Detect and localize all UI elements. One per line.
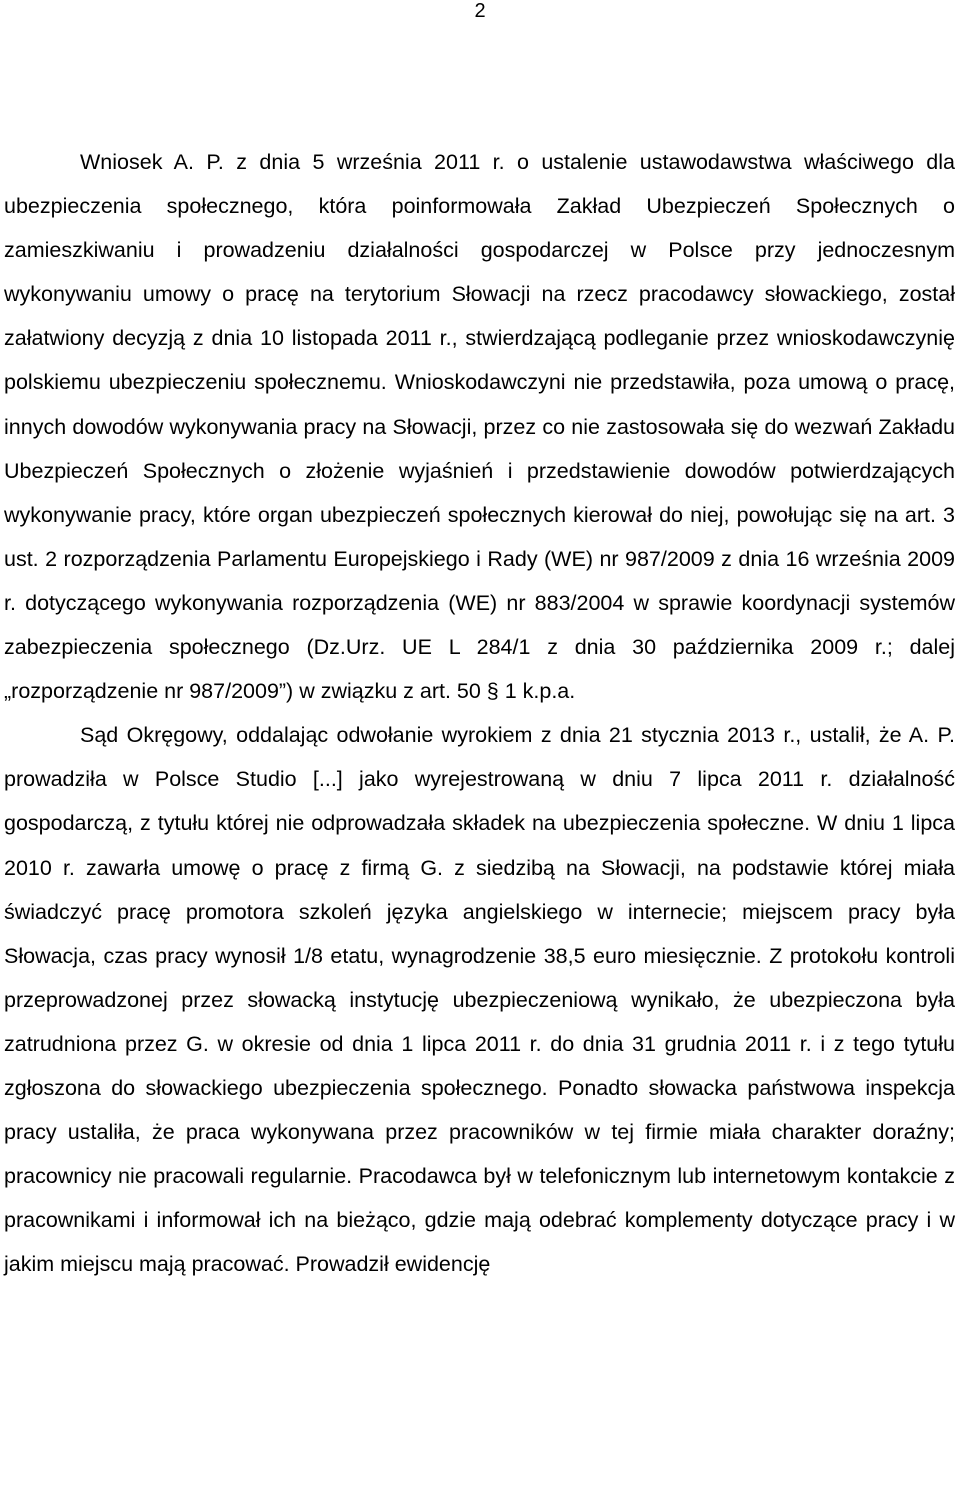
paragraph-application: Wniosek A. P. z dnia 5 września 2011 r. o ustalenie ustawodawstwa właściwego dla ubezpieczenia społecznego, która poinformowała Zakład Ubezpieczeń Społecznych o zamieszkiwaniu i prowadzeniu działalności gospodarczej w Polsce przy jednoczesnym wykonywaniu umowy o pracę na terytorium Słowacji na rzecz pracodawcy słowackiego, został załatwiony decyzją z dnia 10 listopada 2011 r., stwierdzającą podleganie przez wnioskodawczynię polskiemu ubezpieczeniu społecznemu. Wnioskodawczyni nie przedstawiła, poza umową o pracę, innych dowodów wykonywania pracy na Słowacji, przez co nie zastosowała się do wezwań Zakładu Ubezpieczeń Społecznych o złożenie wyjaśnień i przedstawienie dowodów potwierdzających wykonywanie pracy, które organ ubezpieczeń społecznych kierował do niej, powołując się na art. 3 ust. 2 rozporządzenia Parlamentu Europejskiego i Rady (WE) nr 987/2009 z dnia 16 września 2009 r. dotyczącego wykonywania rozporządzenia (WE) nr 883/2004 w sprawie koordynacji systemów zabezpieczenia społecznego (Dz.Urz. UE L 284/1 z dnia 30 października 2009 r.; dalej „rozporządzenie nr 987/2009”) w związku z art. 50 § 1 k.p.a. [4, 150, 955, 704]
page-number: 2 [474, 0, 486, 22]
paragraph-court-findings: Sąd Okręgowy, oddalając odwołanie wyrokiem z dnia 21 stycznia 2013 r., ustalił, że A. P. prowadziła w Polsce Studio [...] jako wyrejestrowaną w dniu 7 lipca 2011 r. działalność gospodarczą, z tytułu której nie odprowadzała składek na ubezpieczenia społeczne. W dniu 1 lipca 2010 r. zawarła umowę o pracę z firmą G. z siedzibą na Słowacji, na podstawie której miała świadczyć pracę promotora szkoleń języka angielskiego w internecie; miejscem pracy była Słowacja, czas pracy wynosił 1/8 etatu, wynagrodzenie 38,5 euro miesięcznie. Z protokołu kontroli przeprowadzonej przez słowacką instytucję ubezpieczeniową wynikało, że ubezpieczona była zatrudniona przez G. w okresie od dnia 1 lipca 2011 r. do dnia 31 grudnia 2011 r. i z tego tytułu zgłoszona do słowackiego ubezpieczenia społecznego. Ponadto słowacka państwowa inspekcja pracy ustaliła, że praca wykonywana przez pracowników w tej firmie miała charakter doraźny; pracownicy nie pracowali regularnie. Pracodawca był w telefonicznym lub internetowym kontakcie z pracownikami i informował ich na bieżąco, gdzie mają odebrać komplementy dotyczące pracy i w jakim miejscu mają pracować. Prowadził ewidencję [4, 723, 955, 1277]
document-body [4, 140, 955, 1286]
